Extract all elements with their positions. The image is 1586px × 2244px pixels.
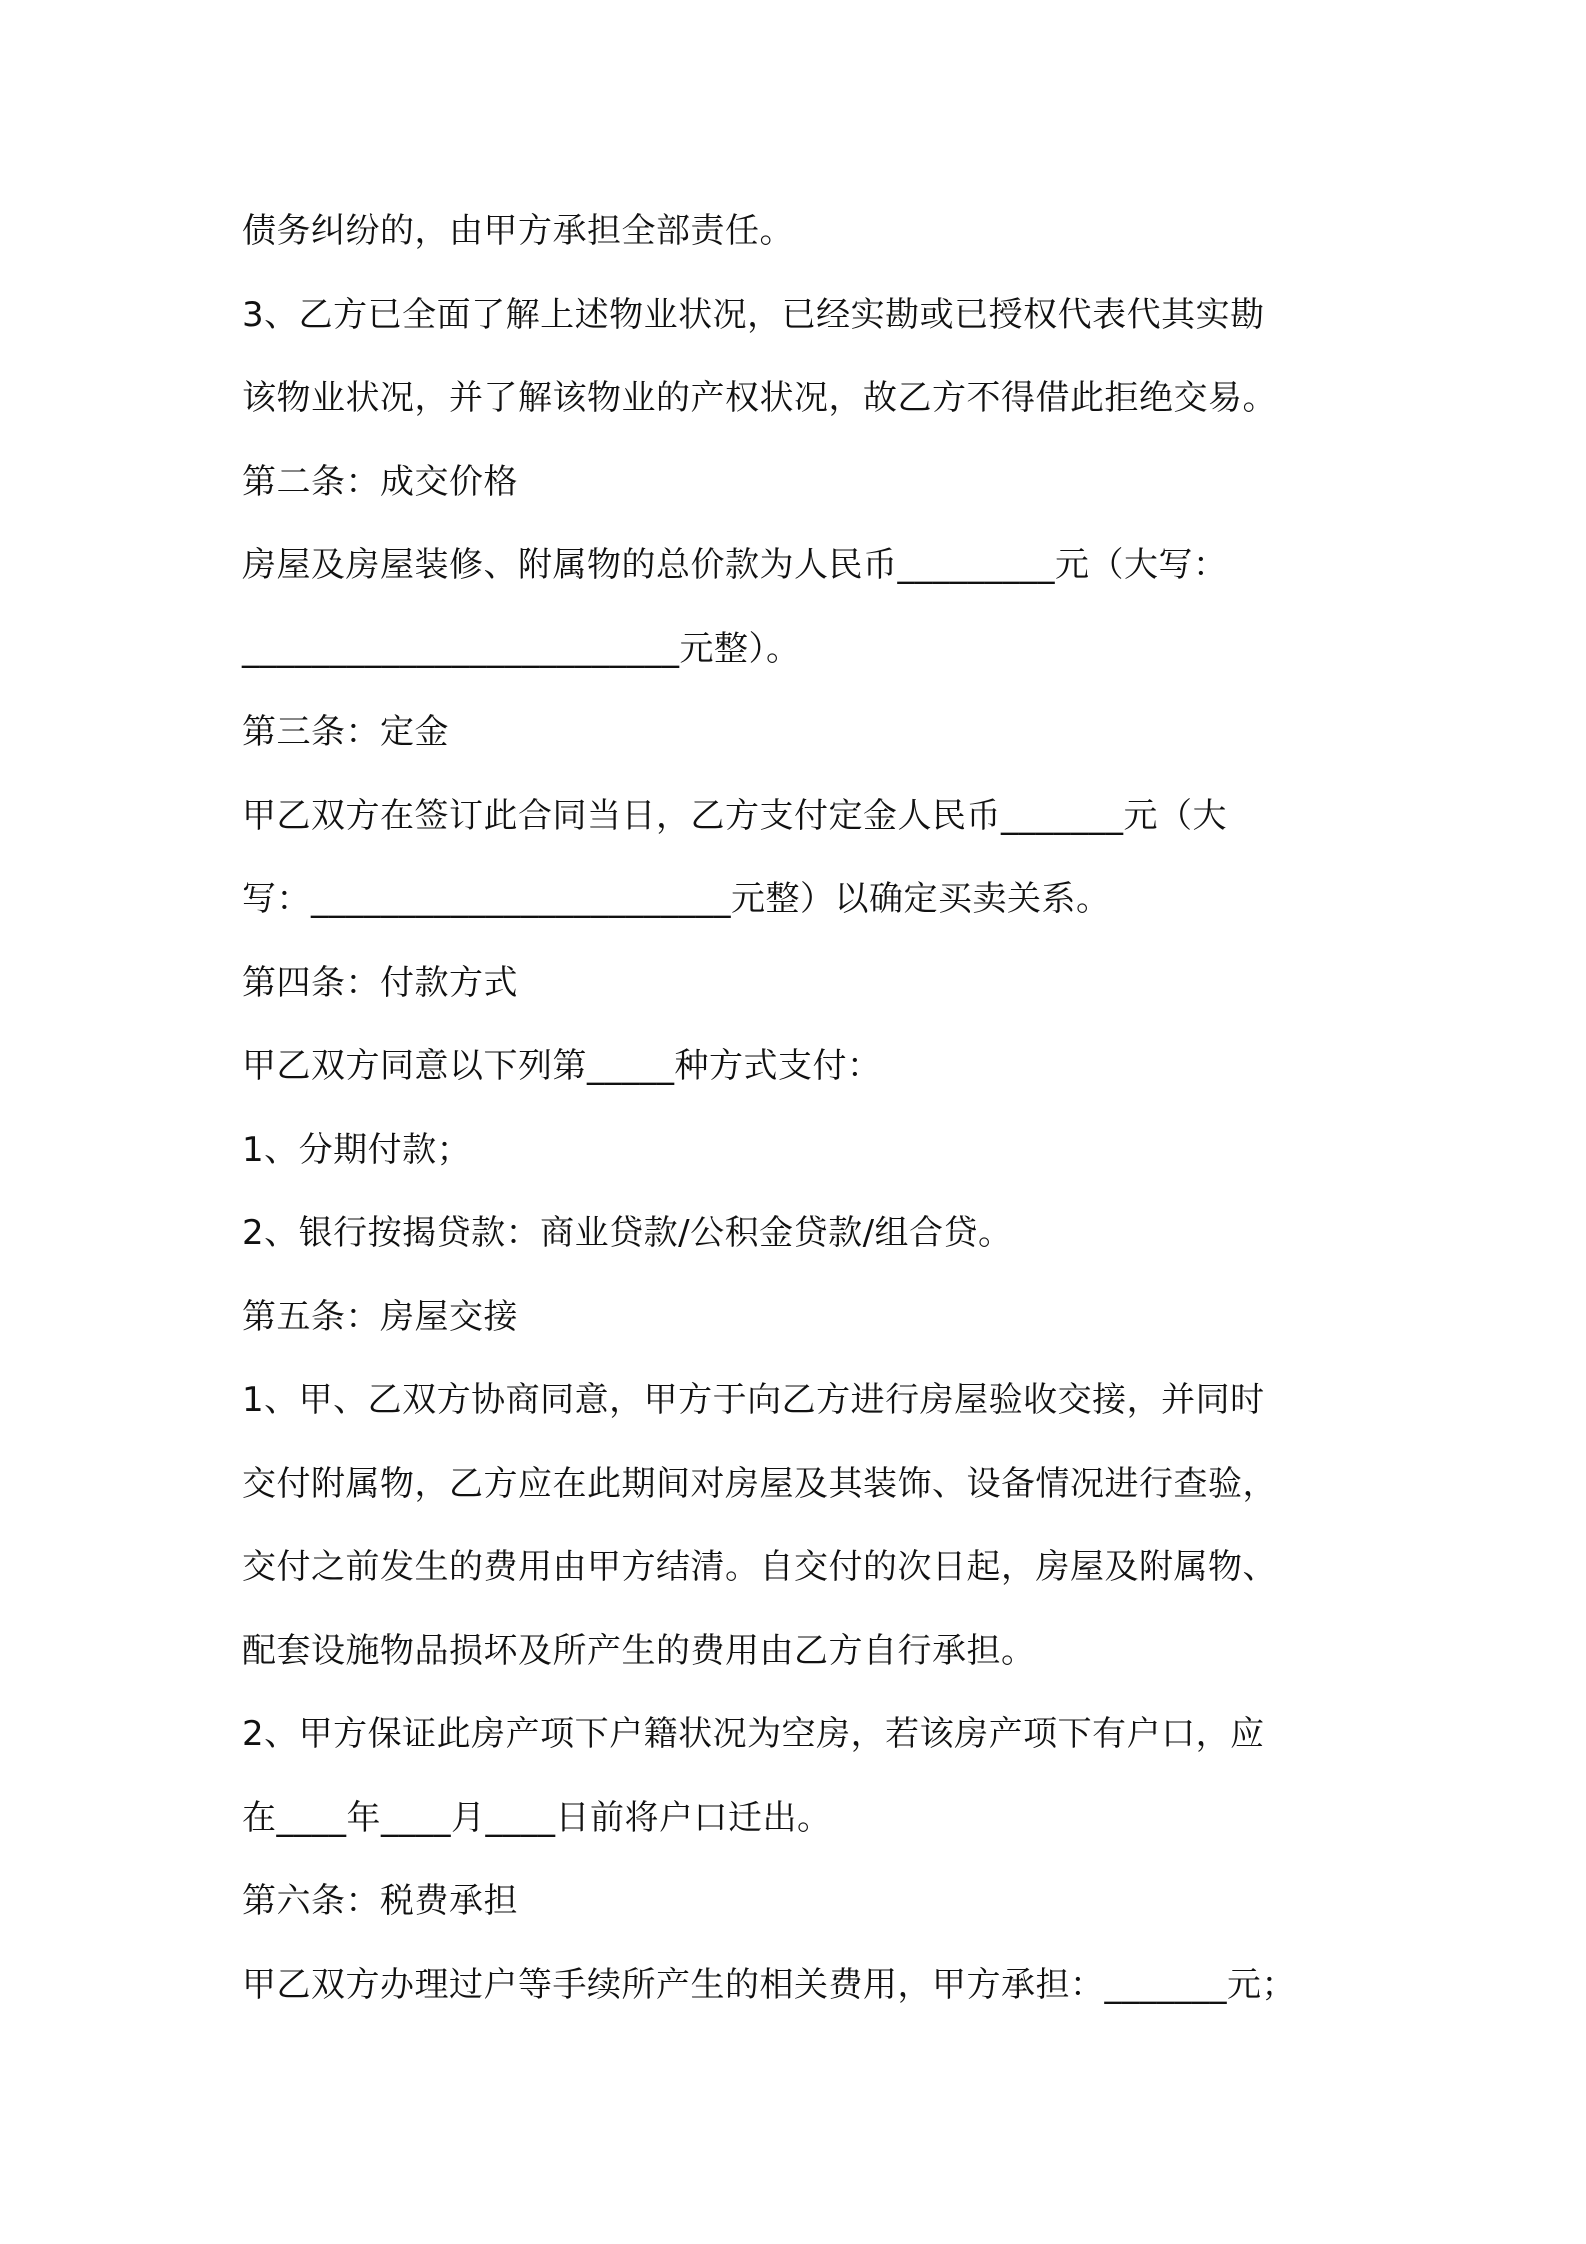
paragraph-line: 该物业状况，并了解该物业的产权状况，故乙方不得借此拒绝交易。 xyxy=(242,378,1277,418)
paragraph-line: 房屋及房屋装修、附属物的总价款为人民币_________元（大写： xyxy=(242,545,1228,585)
section-heading: 第六条：税费承担 xyxy=(242,1881,518,1921)
paragraph-line: 交付之前发生的费用由甲方结清。自交付的次日起，房屋及附属物、 xyxy=(242,1547,1277,1587)
paragraph-line: _________________________元整）。 xyxy=(242,628,801,669)
section-heading: 第二条：成交价格 xyxy=(242,461,518,502)
list-item: 1、分期付款； xyxy=(242,1129,472,1170)
paragraph-line: 在____年____月____日前将户口迁出。 xyxy=(242,1797,832,1838)
paragraph-line: 甲乙双方办理过户等手续所产生的相关费用，甲方承担：_______元； xyxy=(242,1964,1296,2005)
paragraph-line: 债务纠纷的，由甲方承担全部责任。 xyxy=(242,211,794,251)
contract-body xyxy=(242,196,1372,2033)
paragraph-line: 1、甲、乙双方协商同意，甲方于向乙方进行房屋验收交接，并同时 xyxy=(242,1380,1265,1420)
paragraph-line: 写：________________________元整）以确定买卖关系。 xyxy=(242,879,1111,919)
paragraph-line: 甲乙双方在签订此合同当日，乙方支付定金人民币_______元（大 xyxy=(242,795,1227,836)
section-heading: 第五条：房屋交接 xyxy=(242,1296,518,1337)
paragraph-line: 配套设施物品损坏及所产生的费用由乙方自行承担。 xyxy=(242,1630,1036,1671)
paragraph-line: 2、甲方保证此房产项下户籍状况为空房，若该房产项下有户口，应 xyxy=(242,1714,1265,1754)
list-item: 2、银行按揭贷款：商业贷款/公积金贷款/组合贷。 xyxy=(242,1213,1013,1253)
paragraph-line: 交付附属物，乙方应在此期间对房屋及其装饰、设备情况进行查验， xyxy=(242,1463,1277,1504)
section-heading: 第三条：定金 xyxy=(242,712,449,752)
section-heading: 第四条：付款方式 xyxy=(242,962,518,1003)
paragraph-line: 甲乙双方同意以下列第_____种方式支付： xyxy=(242,1046,882,1086)
paragraph-line: 3、乙方已全面了解上述物业状况，已经实勘或已授权代表代其实勘 xyxy=(242,294,1265,335)
